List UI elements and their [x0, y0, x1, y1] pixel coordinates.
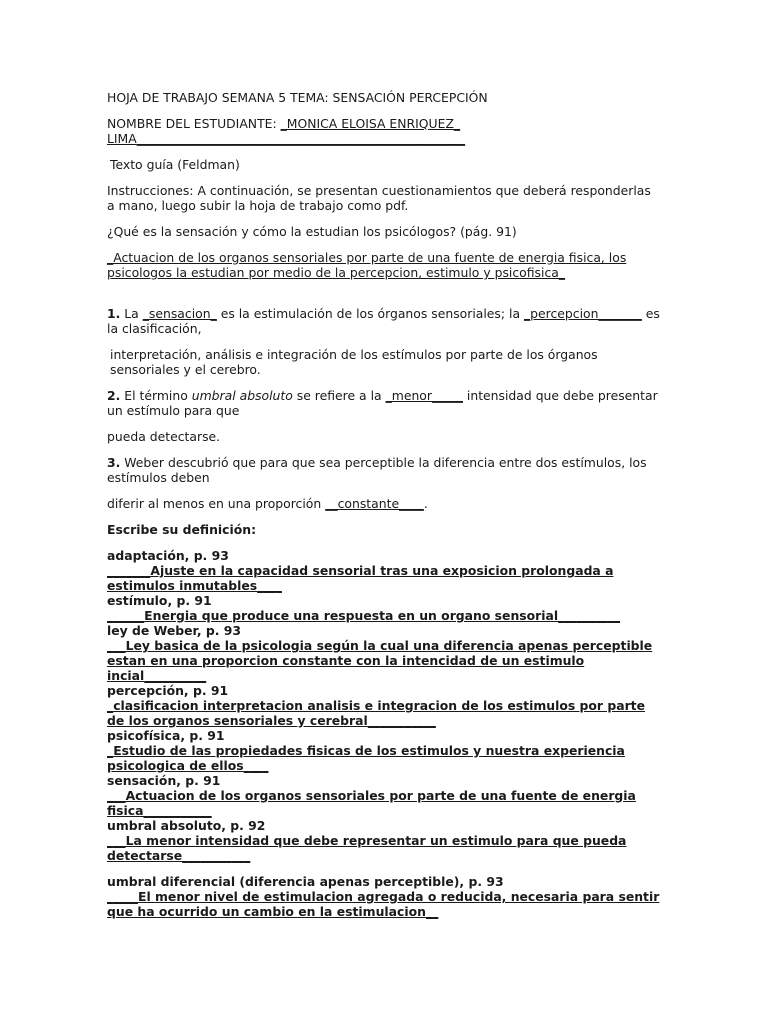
question-3-blank: __constante____: [325, 496, 424, 511]
question-2-blank: _menor_____: [385, 388, 463, 403]
guide-text: Texto guía (Feldman): [110, 157, 240, 172]
definition-lead-blank: ___: [107, 833, 126, 848]
student-label: NOMBRE DEL ESTUDIANTE:: [107, 116, 281, 131]
definition-item: [107, 548, 662, 593]
question-3-number: 3.: [107, 455, 121, 470]
intro-answer: _Actuacion de los organos sensoriales por parte de una fuente de energia fisica, los psicologos la estudian por medio de la percepcion, estimulo y psicofisica_: [107, 250, 627, 280]
definition-tail-blank: ____: [257, 578, 282, 593]
question-3-continuation: [107, 496, 662, 511]
definition-term: umbral absoluto, p. 92: [107, 818, 266, 833]
question-2-term: umbral absoluto: [191, 388, 293, 403]
definition-item: [107, 773, 662, 818]
question-2: [107, 388, 662, 418]
definition-answer: [107, 563, 662, 593]
definition-body: La menor intensidad que debe representar un estimulo para que pueda detectarse: [107, 833, 627, 863]
definition-term: estímulo, p. 91: [107, 593, 212, 608]
question-2-continuation: pueda detectarse.: [107, 429, 221, 444]
definitions-heading: Escribe su definición:: [107, 522, 257, 537]
definition-answer: [107, 743, 662, 773]
question-3-text-b: diferir al menos en una proporción: [107, 496, 326, 511]
question-1-text-a: La: [120, 306, 143, 321]
definition-lead-blank: ___: [107, 788, 126, 803]
instructions: Instrucciones: A continuación, se presentan cuestionamientos que deberá responderlas a mano, luego subir la hoja de trabajo como pdf.: [107, 183, 651, 213]
question-1-blank-1: _sensacion_: [142, 306, 217, 321]
question-2-number: 2.: [107, 388, 121, 403]
question-2-text-c: intensidad que debe presentar un estímulo para que: [107, 388, 658, 418]
definition-answer: [107, 833, 662, 863]
definition-term: psicofísica, p. 91: [107, 728, 225, 743]
definition-lead-blank: ______: [107, 608, 145, 623]
definition-tail-blank: ___________: [182, 848, 251, 863]
student-name-line: [107, 116, 662, 146]
definitions-list: [107, 548, 662, 919]
definition-body: Actuacion de los organos sensoriales por parte de una fuente de energia fisica: [107, 788, 636, 818]
question-1-text-c: es la clasificación,: [107, 306, 660, 336]
definition-lead-blank: _______: [107, 563, 151, 578]
worksheet-title: HOJA DE TRABAJO SEMANA 5 TEMA: SENSACIÓN PERCEPCIÓN: [107, 90, 488, 105]
question-3-period: .: [423, 496, 428, 511]
definition-item: [107, 593, 662, 623]
definition-item: [107, 683, 662, 728]
definition-tail-blank: ___________: [367, 713, 436, 728]
definition-body: Ley basica de la psicologia según la cual una diferencia apenas perceptible estan en una proporcion constante con la intencidad de un estimulo incial: [107, 638, 653, 683]
definition-body: Estudio de las propiedades fisicas de los estimulos y nuestra experiencia psicologica de ellos: [107, 743, 625, 773]
question-1-number: 1.: [107, 306, 121, 321]
definition-answer: [107, 608, 662, 623]
student-name-part2: LIMA: [107, 131, 137, 146]
definition-lead-blank: ___: [107, 638, 126, 653]
definition-item: [107, 623, 662, 683]
definition-body: Ajuste en la capacidad sensorial tras una exposicion prolongada a estimulos inmutables: [107, 563, 614, 593]
definition-lead-blank: _: [107, 698, 114, 713]
question-3: [107, 455, 662, 485]
definition-lead-blank: _: [107, 743, 114, 758]
definition-answer: [107, 889, 662, 919]
definition-tail-blank: __________: [558, 608, 621, 623]
question-1: [107, 306, 662, 336]
question-1-continuation: interpretación, análisis e integración de los estímulos por parte de los órganos sensoriales y el cerebro.: [110, 347, 598, 377]
definition-term: sensación, p. 91: [107, 773, 221, 788]
definition-item: [107, 818, 662, 863]
question-3-text: Weber descubrió que para que sea perceptible la diferencia entre dos estímulos, los estímulos deben: [107, 455, 647, 485]
question-2-text-b: se refiere a la: [292, 388, 386, 403]
intro-question: ¿Qué es la sensación y cómo la estudian los psicólogos? (pág. 91): [107, 224, 517, 239]
definition-lead-blank: _____: [107, 889, 138, 904]
definition-term: percepción, p. 91: [107, 683, 229, 698]
question-1-blank-2: _percepcion_______: [523, 306, 642, 321]
definition-tail-blank: __: [425, 904, 439, 919]
definition-answer: [107, 788, 662, 818]
definition-tail-blank: ____: [243, 758, 269, 773]
definition-answer: [107, 698, 662, 728]
student-name-part1: _MONICA ELOISA ENRIQUEZ_: [280, 116, 461, 131]
definition-term: umbral diferencial (diferencia apenas perceptible), p. 93: [107, 874, 504, 889]
question-2-text-a: El término: [120, 388, 192, 403]
definition-tail-blank: ___________: [143, 803, 212, 818]
definition-term: adaptación, p. 93: [107, 548, 229, 563]
definition-item: [107, 728, 662, 773]
definition-answer: [107, 638, 662, 683]
definition-term: ley de Weber, p. 93: [107, 623, 241, 638]
question-1-text-b: es la estimulación de los órganos sensoriales; la: [216, 306, 524, 321]
document-content: [107, 90, 662, 919]
definition-tail-blank: __________: [144, 668, 207, 683]
definition-item: [107, 874, 662, 919]
definition-body: Energia que produce una respuesta en un organo sensorial: [144, 608, 559, 623]
definition-body: clasificacion interpretacion analisis e integracion de los estimulos por parte de los organos sensoriales y cerebral: [107, 698, 646, 728]
definition-body: El menor nivel de estimulacion agregada o reducida, necesaria para sentir que ha ocurrido un cambio en la estimulacion: [107, 889, 660, 919]
student-name-blank: _____________________________________________________: [136, 131, 466, 146]
